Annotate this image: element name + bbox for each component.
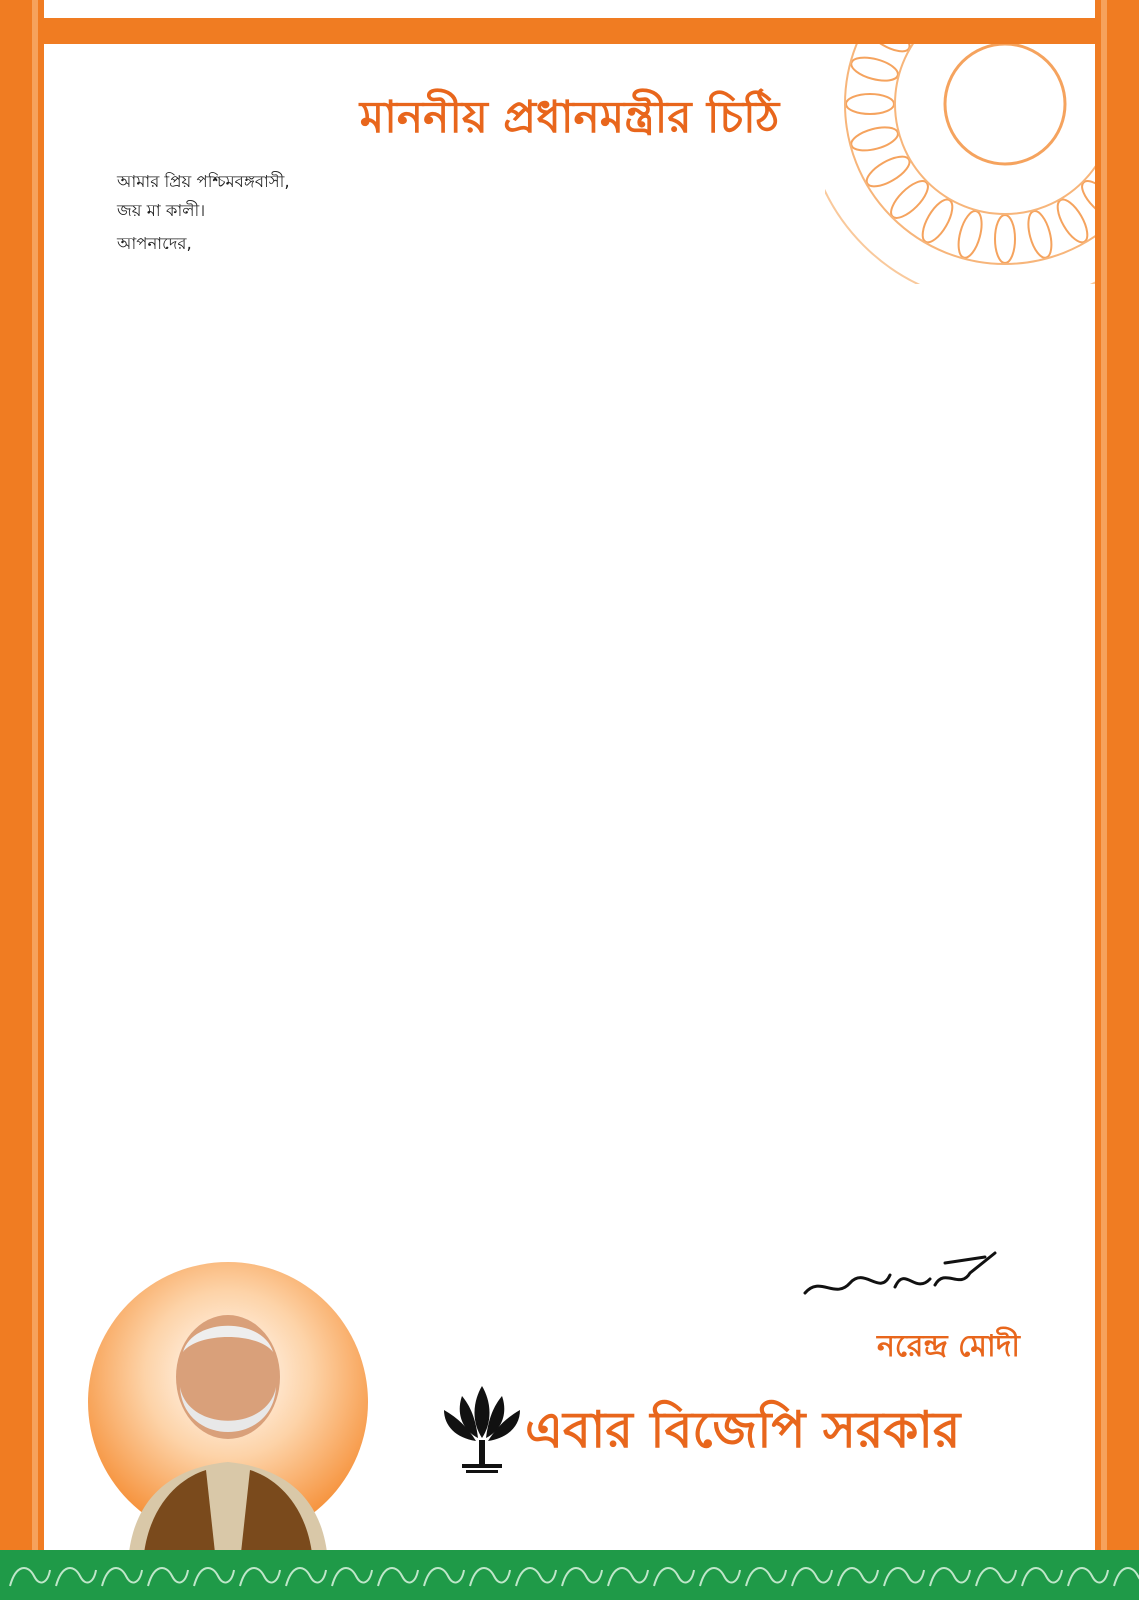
top-border [0,0,1139,44]
salutation: আমার প্রিয় পশ্চিমবঙ্গবাসী, [117,172,290,191]
closing: আপনাদের, [117,234,192,253]
signer-name: নরেন্দ্র মোদী [876,1329,1020,1364]
border-pattern [0,1550,1139,1600]
slogan: এবার বিজেপি সরকার [525,1401,961,1459]
greeting: জয় মা কালী। [117,201,206,220]
letter-body [117,170,1022,261]
signature [795,1245,1015,1315]
page-title: মাননীয় প্রধানমন্ত্রীর চিঠি [359,92,780,143]
left-border [0,0,44,1550]
right-border [1095,0,1139,1550]
portrait-photo [88,1262,368,1562]
lotus-icon [432,1378,532,1478]
